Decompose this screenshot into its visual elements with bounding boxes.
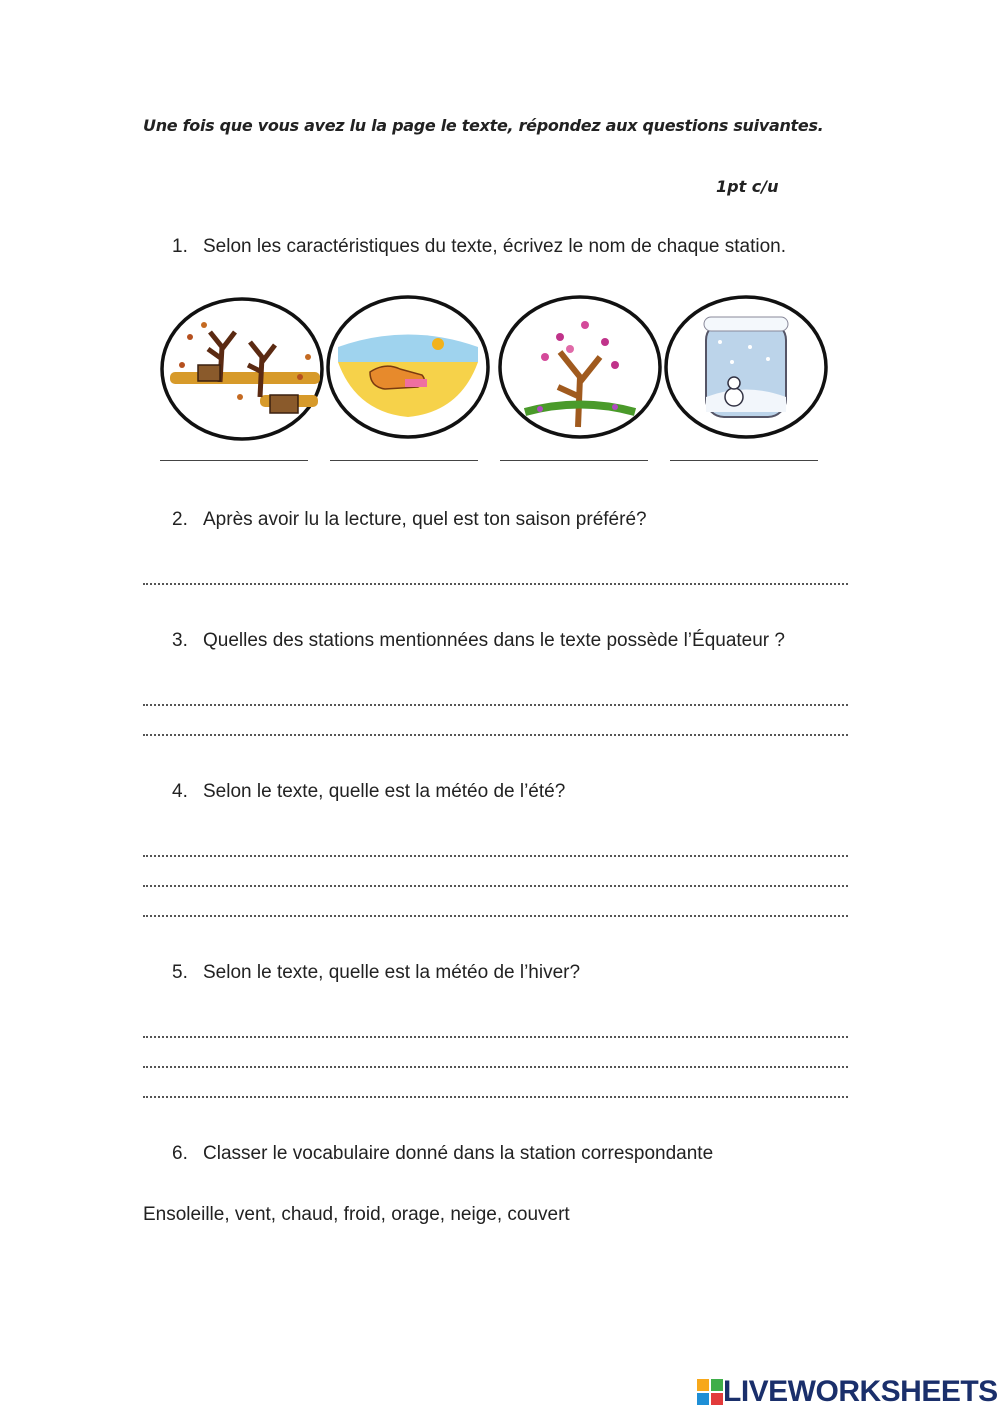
liveworksheets-logo: [697, 1374, 998, 1410]
answer-line[interactable]: [143, 581, 848, 585]
question-text: Quelles des stations mentionnées dans le texte possède l’Équateur ?: [203, 630, 785, 651]
answer-line[interactable]: [143, 1034, 848, 1038]
answer-line[interactable]: [143, 853, 848, 857]
answer-line[interactable]: [143, 732, 848, 736]
question-5: [172, 962, 580, 984]
spring-blossom-tree-icon: [500, 297, 660, 437]
question-1: [172, 236, 786, 258]
question-number: 3.: [172, 630, 188, 651]
question-text: Après avoir lu la lecture, quel est ton saison préféré?: [203, 509, 647, 530]
question-number: 2.: [172, 509, 188, 530]
vocabulary-list: Ensoleille, vent, chaud, froid, orage, neige, couvert: [143, 1204, 570, 1225]
question-text: Selon les caractéristiques du texte, écrivez le nom de chaque station.: [203, 236, 786, 257]
answer-blank-3[interactable]: [500, 459, 648, 461]
question-4: [172, 781, 565, 803]
question-number: 4.: [172, 781, 188, 802]
season-images: [160, 287, 830, 447]
answer-blank-2[interactable]: [330, 459, 478, 461]
answer-line[interactable]: [143, 883, 848, 887]
question-6: [172, 1143, 713, 1165]
question-text: Selon le texte, quelle est la météo de l’été?: [203, 781, 566, 802]
question-2: [172, 509, 647, 531]
question-number: 5.: [172, 962, 188, 983]
instructions-text: Une fois que vous avez lu la page le texte, répondez aux questions suivantes.: [143, 116, 824, 135]
summer-beach-icon: [328, 297, 488, 437]
answer-line[interactable]: [143, 1094, 848, 1098]
logo-blocks-icon: [697, 1379, 723, 1405]
answer-line[interactable]: [143, 913, 848, 917]
winter-snowman-icon: [666, 297, 826, 437]
autumn-trees-icon: [162, 299, 322, 439]
question-text: Classer le vocabulaire donné dans la station correspondante: [203, 1143, 714, 1164]
points-label: 1pt c/u: [716, 177, 779, 196]
question-text: Selon le texte, quelle est la météo de l’hiver?: [203, 962, 581, 983]
question-number: 1.: [172, 236, 188, 257]
answer-line[interactable]: [143, 702, 848, 706]
answer-blank-4[interactable]: [670, 459, 818, 461]
answer-line[interactable]: [143, 1064, 848, 1068]
question-number: 6.: [172, 1143, 188, 1164]
question-3: [172, 630, 785, 652]
answer-blank-1[interactable]: [160, 459, 308, 461]
logo-text: LIVEWORKSHEETS: [723, 1375, 998, 1408]
